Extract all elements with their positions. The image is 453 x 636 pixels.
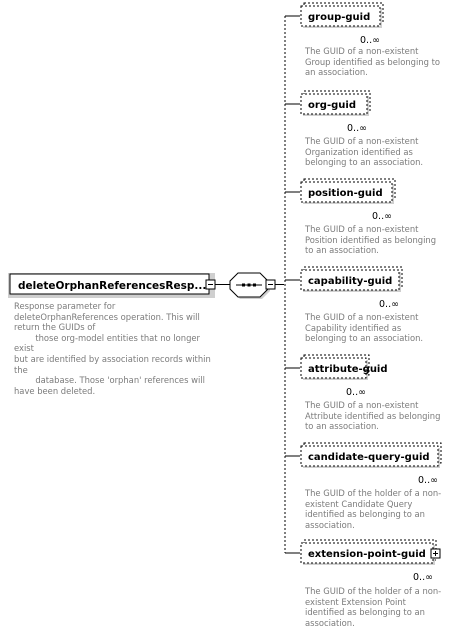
- element-description: The GUID of a non-existent Position identified as belonging to an association.: [305, 224, 437, 256]
- element-description: The GUID of a non-existent Capability identified as belonging to an association.: [305, 312, 424, 344]
- element-candidate-query-guid[interactable]: [285, 443, 441, 486]
- element-description: The GUID of the holder of a non-existent Extension Point identified as belonging to an association.: [305, 586, 442, 628]
- element-position-guid[interactable]: [285, 179, 395, 222]
- element-description: The GUID of a non-existent Group identified as belonging to an association.: [305, 46, 441, 78]
- root-description: Response parameter for deleteOrphanReferences operation. This will return the GUIDs of those org-model entities that no longer exist but are identified by association records within the database. Those 'orphan' references will have been deleted.: [14, 301, 211, 396]
- element-attribute-guid[interactable]: [285, 355, 388, 398]
- element-name: attribute-guid: [308, 364, 388, 375]
- cardinality-label: 0..∞: [360, 35, 380, 46]
- root-collapse-icon[interactable]: [206, 280, 215, 289]
- element-name: capability-guid: [308, 276, 393, 287]
- sequence-dot: [242, 284, 245, 287]
- cardinality-label: 0..∞: [372, 211, 392, 222]
- element-name: extension-point-guid: [308, 549, 426, 560]
- expand-icon[interactable]: [431, 549, 440, 558]
- sequence-collapse-icon[interactable]: [266, 280, 275, 289]
- element-capability-guid[interactable]: [285, 267, 402, 310]
- element-name: group-guid: [308, 12, 371, 23]
- sequence-compositor[interactable]: [230, 273, 270, 299]
- cardinality-label: 0..∞: [413, 572, 433, 583]
- root-element[interactable]: [8, 273, 215, 298]
- element-name: candidate-query-guid: [308, 452, 430, 463]
- element-name: org-guid: [308, 100, 356, 111]
- element-name: position-guid: [308, 188, 383, 199]
- element-extension-point-guid[interactable]: [285, 540, 440, 583]
- cardinality-label: 0..∞: [379, 299, 399, 310]
- root-element-name: deleteOrphanReferencesResp...: [18, 280, 207, 292]
- sequence-dot: [248, 284, 251, 287]
- element-description: The GUID of a non-existent Attribute identified as belonging to an association.: [305, 400, 441, 432]
- element-group-guid[interactable]: [285, 3, 383, 46]
- cardinality-label: 0..∞: [346, 387, 366, 398]
- cardinality-label: 0..∞: [347, 123, 367, 134]
- element-description: The GUID of a non-existent Organization identified as belonging to an association.: [305, 136, 424, 168]
- cardinality-label: 0..∞: [418, 475, 438, 486]
- element-description: The GUID of the holder of a non-existent Candidate Query identified as belonging to an association.: [305, 488, 442, 530]
- sequence-dot: [253, 284, 256, 287]
- element-org-guid[interactable]: [285, 91, 370, 134]
